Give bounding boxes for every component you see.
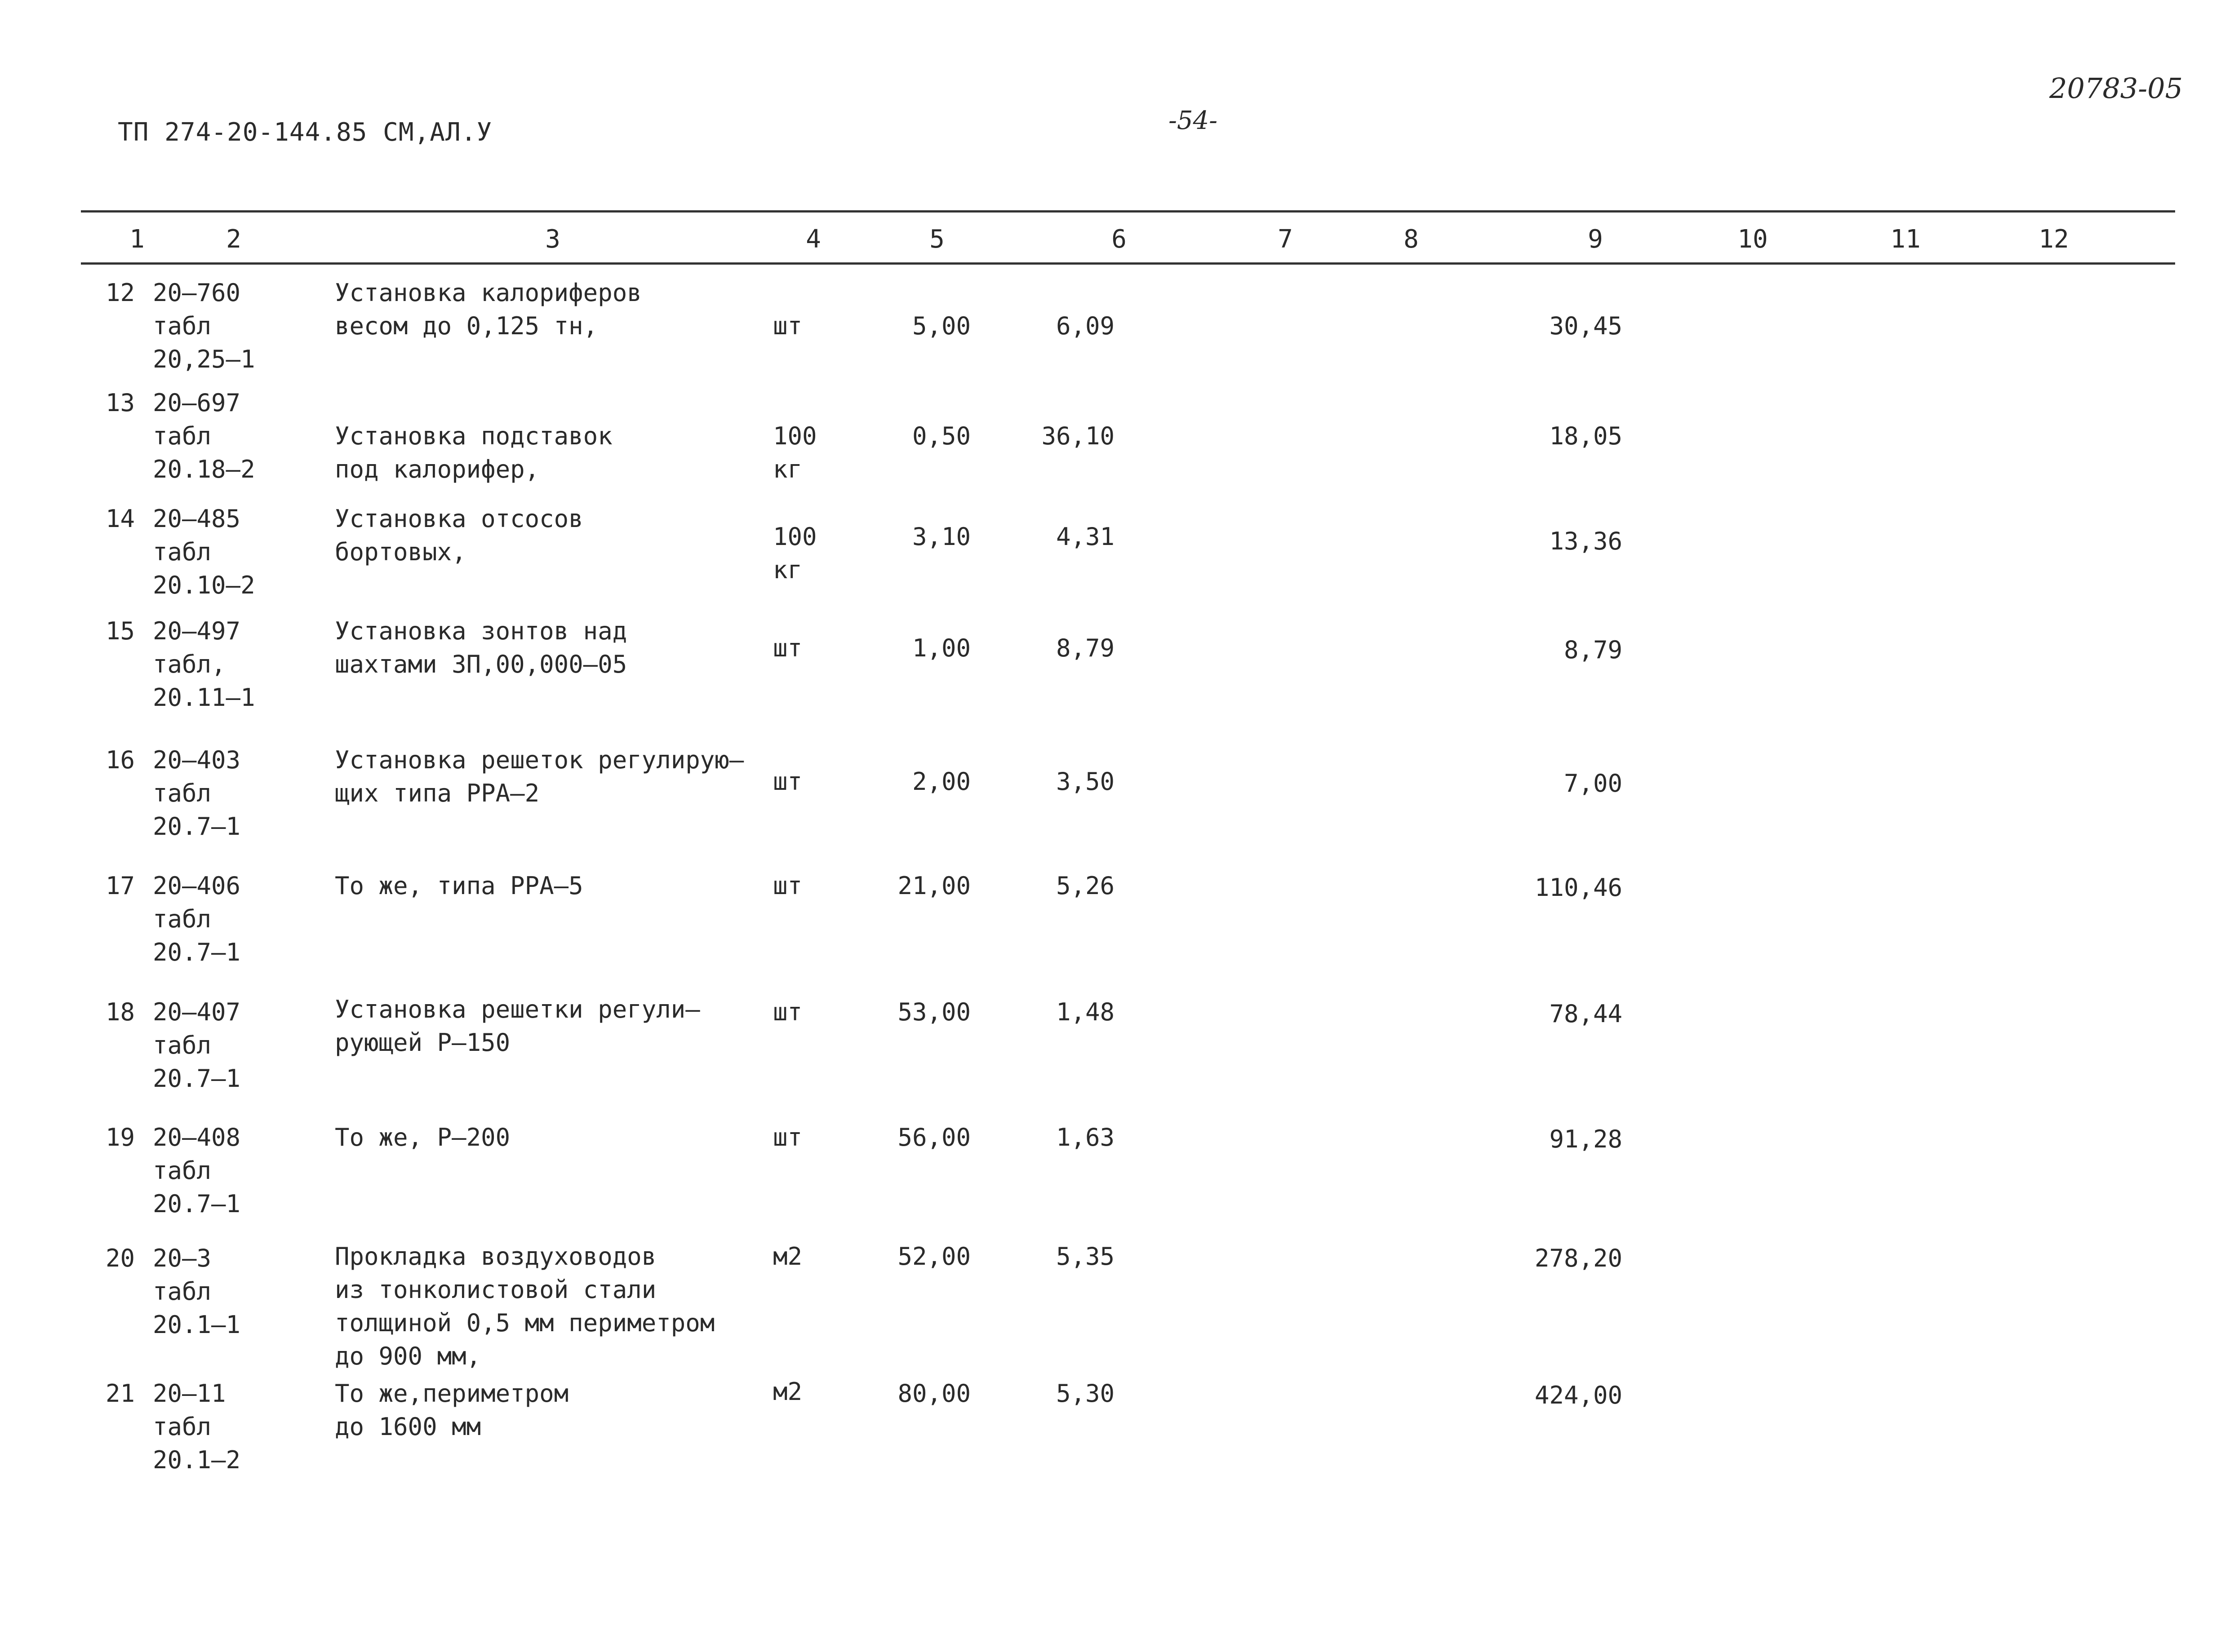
unit-price: 3,50 <box>1056 767 1115 796</box>
unit: м2 <box>773 1377 803 1406</box>
quantity: 56,00 <box>897 1123 971 1152</box>
rate-code: 20–760 табл 20,25–1 <box>153 279 255 373</box>
unit: шт <box>773 1123 803 1152</box>
work-description: То же,периметром до 1600 мм <box>335 1379 569 1441</box>
rate-code: 20–3 табл 20.1–1 <box>153 1244 241 1339</box>
row-number: 21 <box>105 1379 135 1408</box>
total: 8,79 <box>1563 636 1622 664</box>
quantity: 3,10 <box>912 523 971 551</box>
quantity: 0,50 <box>912 422 971 450</box>
work-description: Установка решетки регули– рующей Р–150 <box>335 995 700 1057</box>
column-header: 7 <box>1278 225 1293 254</box>
column-header: 12 <box>2039 225 2069 254</box>
row-number: 20 <box>105 1244 135 1272</box>
quantity: 80,00 <box>897 1379 971 1408</box>
unit: шт <box>773 872 803 900</box>
quantity: 5,00 <box>912 312 971 340</box>
row-number: 13 <box>105 389 135 417</box>
unit: 100 кг <box>773 422 817 483</box>
rate-code: 20–408 табл 20.7–1 <box>153 1123 241 1218</box>
unit-price: 1,63 <box>1056 1123 1115 1152</box>
rate-code: 20–697 табл 20.18–2 <box>153 389 255 483</box>
table-row <box>0 276 2234 393</box>
table-header-rule <box>81 262 2175 265</box>
quantity: 21,00 <box>897 872 971 900</box>
column-header: 1 <box>129 225 145 254</box>
column-header: 3 <box>545 225 560 254</box>
quantity: 2,00 <box>912 767 971 796</box>
work-description: Установка подставок под калорифер, <box>335 422 613 483</box>
row-number: 15 <box>105 617 135 645</box>
unit: 100 кг <box>773 523 817 584</box>
table-row <box>0 869 2234 995</box>
unit: шт <box>773 634 803 662</box>
unit-price: 36,10 <box>1041 422 1115 450</box>
quantity: 1,00 <box>912 634 971 662</box>
unit: м2 <box>773 1242 803 1271</box>
unit-price: 5,30 <box>1056 1379 1115 1408</box>
total: 110,46 <box>1534 873 1622 902</box>
total: 278,20 <box>1534 1244 1622 1272</box>
work-description: Прокладка воздуховодов из тонколистовой стали толщиной 0,5 мм периметром до 900 мм, <box>335 1242 715 1370</box>
table-row <box>0 615 2234 740</box>
column-header: 5 <box>929 225 945 254</box>
work-description: То же, Р–200 <box>335 1123 511 1152</box>
table-top-rule <box>81 210 2175 213</box>
unit-price: 1,48 <box>1056 998 1115 1026</box>
unit-price: 5,35 <box>1056 1242 1115 1271</box>
unit: шт <box>773 312 803 340</box>
unit-price: 5,26 <box>1056 872 1115 900</box>
quantity: 53,00 <box>897 998 971 1026</box>
rate-code: 20–497 табл, 20.11–1 <box>153 617 255 712</box>
work-description: Установка решеток регулирую– щих типа РРА–2 <box>335 746 744 807</box>
total: 424,00 <box>1534 1381 1622 1409</box>
unit-price: 8,79 <box>1056 634 1115 662</box>
column-header: 10 <box>1737 225 1768 254</box>
quantity: 52,00 <box>897 1242 971 1271</box>
column-header: 11 <box>1890 225 1921 254</box>
page-number: -54- <box>1168 106 1218 135</box>
work-description: Установка калориферов весом до 0,125 тн, <box>335 279 642 340</box>
total: 30,45 <box>1549 312 1622 340</box>
document-number: 20783-05 <box>2049 72 2183 105</box>
rate-code: 20–11 табл 20.1–2 <box>153 1379 241 1474</box>
unit-price: 6,09 <box>1056 312 1115 340</box>
row-number: 19 <box>105 1123 135 1152</box>
unit-price: 4,31 <box>1056 523 1115 551</box>
table-row <box>0 1121 2234 1238</box>
work-description: Установка отсосов бортовых, <box>335 505 583 566</box>
total: 91,28 <box>1549 1125 1622 1153</box>
column-header: 2 <box>226 225 241 254</box>
table-row <box>0 1240 2234 1384</box>
table-row <box>0 744 2234 869</box>
unit: шт <box>773 767 803 796</box>
column-header: 9 <box>1588 225 1603 254</box>
rate-code: 20–403 табл 20.7–1 <box>153 746 241 841</box>
rate-code: 20–485 табл 20.10–2 <box>153 505 255 599</box>
row-number: 16 <box>105 746 135 774</box>
total: 18,05 <box>1549 422 1622 450</box>
row-number: 12 <box>105 279 135 307</box>
table-row <box>0 386 2234 499</box>
column-header: 6 <box>1111 225 1127 254</box>
column-header: 4 <box>806 225 821 254</box>
total: 13,36 <box>1549 527 1622 555</box>
column-header: 8 <box>1403 225 1419 254</box>
table-row <box>0 502 2234 615</box>
work-description: Установка зонтов над шахтами ЗП,00,000–05 <box>335 617 627 678</box>
document-code: ТП 274-20-144.85 СМ,АЛ.У <box>118 118 493 147</box>
unit: шт <box>773 998 803 1026</box>
row-number: 14 <box>105 505 135 533</box>
row-number: 18 <box>105 998 135 1026</box>
total: 7,00 <box>1563 769 1622 797</box>
table-row <box>0 993 2234 1119</box>
rate-code: 20–407 табл 20.7–1 <box>153 998 241 1093</box>
total: 78,44 <box>1549 1000 1622 1028</box>
row-number: 17 <box>105 872 135 900</box>
rate-code: 20–406 табл 20.7–1 <box>153 872 241 966</box>
work-description: То же, типа РРА–5 <box>335 872 583 900</box>
table-row <box>0 1377 2234 1485</box>
